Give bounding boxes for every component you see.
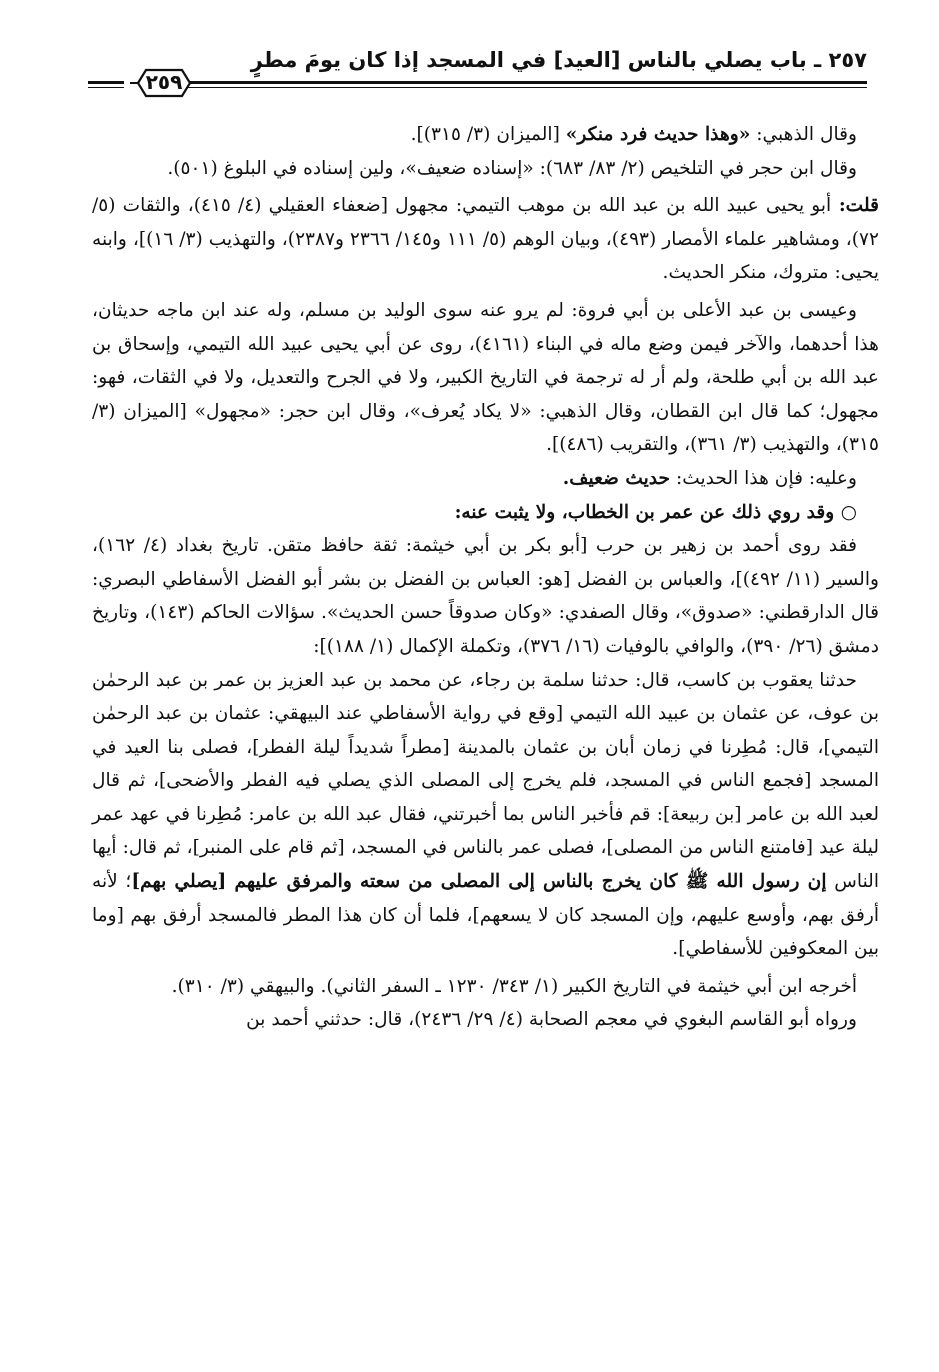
paragraph-p7 bbox=[92, 529, 879, 663]
paragraph-p5 bbox=[92, 462, 879, 496]
paragraph-p4 bbox=[92, 294, 879, 462]
text-segment: فقد روى أحمد بن زهير بن حرب [أبو بكر بن أبي خيثمة: ثقة حافظ متقن. تاريخ بغداد (٤/ ١٦٢)، والسير (١١/ ٤٩٢)]، والعباس بن الفضل [هو: العباس بن الفضل بن بشر أبو الفضل الأسفاطي البصري: قال الدارقطني: «صدوق»، وقال الصفدي: «وكان صدوقاً حسن الحديث». سؤالات الحاكم (١٤٣)، وتاريخ دمشق (٢٦/ ٣٩٠)، والوافي بالوفيات (١٦/ ٣٧٦)، وتكملة الإكمال (١/ ١٨٨)]: bbox=[92, 535, 879, 657]
page-body bbox=[92, 118, 879, 1037]
text-segment: [الميزان (٣/ ٣١٥)]. bbox=[410, 124, 566, 145]
text-segment: ؛ لأنه أرفق بهم، وأوسع عليهم، وإن المسجد كان لا يسعهم]، فلما أن كان هذا المطر فالمسجد أرفق بهم [وما بين المعكوفين للأسفاطي]. bbox=[92, 871, 879, 960]
text-segment: حدثنا يعقوب بن كاسب، قال: حدثنا سلمة بن رجاء، عن محمد بن عبد العزيز بن عمر بن عبد الرحمٰن بن عوف، عن عثمان بن عبيد الله التيمي [وقع في رواية الأسفاطي عند البيهقي: عثمان بن عبد الرحمٰن التيمي]، قال: مُطِرنا في زمان أبان بن عثمان بالمدينة [مطراً شديداً ليلة الفطر]، فصلى بنا العيد في المسجد [فجمع الناس في المسجد، فلم يخرج إلى المصلى الذي يصلي فيه الفطر والأضحى]، ثم قال لعبد الله بن عامر [بن ربيعة]: قم فأخبر الناس بما أخبرتني، فقال عبد الله بن عامر: مُطِرنا في عهد عمر ليلة عيد [فامتنع الناس من المصلى]، فصلى عمر بالناس في المسجد، [ثم قام على المنبر]، ثم قال: أيها الناس bbox=[92, 669, 880, 893]
text-segment: ورواه أبو القاسم البغوي في معجم الصحابة (٤/ ٢٩/ ٢٤٣٦)، قال: حدثني أحمد بن bbox=[246, 1009, 857, 1031]
text-segment: وعيسى بن عبد الأعلى بن أبي فروة: لم يرو عنه سوى الوليد بن مسلم، وله عند ابن ماجه حديثان، هذا أحدهما، والآخر فيمن وضع ماله في البناء (٤١٦١)، روى عن أبي يحيى عبيد الله التيمي، وإسحاق بن عبد الله بن أبي طلحة، ولم أر له ترجمة في التاريخ الكبير، ولا في الجرح والتعديل، ولا في الثقات، فهو: مجهول؛ كما قال ابن القطان، وقال الذهبي: «لا يكاد يُعرف»، وقال ابن حجر: «مجهول» [الميزان (٣/ ٣١٥)، والتهذيب (٣/ ٣٦١)، والتقريب (٤٨٦)]. bbox=[92, 299, 879, 456]
text-segment: ○ وقد روي ذلك عن عمر بن الخطاب، ولا يثبت عنه: bbox=[454, 501, 857, 523]
text-segment: إن رسول الله ﷺ كان يخرج بالناس إلى المصلى من سعته والمرفق عليهم [يصلي بهم] bbox=[131, 871, 827, 893]
header-rule bbox=[188, 81, 867, 84]
text-segment: قلت: bbox=[831, 195, 879, 217]
page-header bbox=[88, 48, 867, 96]
text-segment: «وهذا حديث فرد منكر» bbox=[565, 124, 751, 145]
chapter-title: ٢٥٧ ـ باب يصلي بالناس [العيد] في المسجد إذا كان يومَ مطرٍ bbox=[250, 48, 867, 72]
paragraph-p1 bbox=[92, 118, 879, 152]
paragraph-p2 bbox=[92, 152, 879, 186]
paragraph-p3 bbox=[92, 189, 879, 290]
paragraph-p9 bbox=[92, 970, 879, 1004]
text-segment: وقال الذهبي: bbox=[750, 124, 857, 145]
paragraph-p10 bbox=[92, 1003, 879, 1037]
text-segment: حديث ضعيف. bbox=[562, 467, 671, 489]
text-segment: أخرجه ابن أبي خيثمة في التاريخ الكبير (١/ ٣٤٣/ ١٢٣٠ ـ السفر الثاني). والبيهقي (٣/ ٣١٠). bbox=[171, 975, 857, 997]
text-segment: وقال ابن حجر في التلخيص (٢/ ٨٣/ ٦٨٣): «إسناده ضعيف»، ولين إسناده في البلوغ (٥٠١). bbox=[167, 157, 857, 179]
page-number-ornament bbox=[128, 66, 200, 100]
text-segment: وعليه: فإن هذا الحديث: bbox=[670, 467, 857, 489]
text-segment: أبو يحيى عبيد الله بن عبد الله بن موهب التيمي: مجهول [ضعفاء العقيلي (٤/ ٤١٥)، والثقات (٥/ ٧٢)، ومشاهير علماء الأمصار (٤٩٣)، وبيان الوهم (٥/ ١١١ و١٤٥/ ٢٣٦٦ و٢٣٨٧)، والتهذيب (٣/ ١٦)]، وابنه يحيى: متروك، منكر الحديث. bbox=[92, 195, 879, 284]
paragraph-p8 bbox=[92, 664, 879, 966]
paragraph-p6 bbox=[92, 496, 879, 530]
header-rule-thin bbox=[188, 87, 867, 88]
page-number: ٢٥٩ bbox=[145, 70, 183, 94]
header-rule-left bbox=[88, 81, 124, 84]
header-rule-left-thin bbox=[88, 87, 124, 88]
